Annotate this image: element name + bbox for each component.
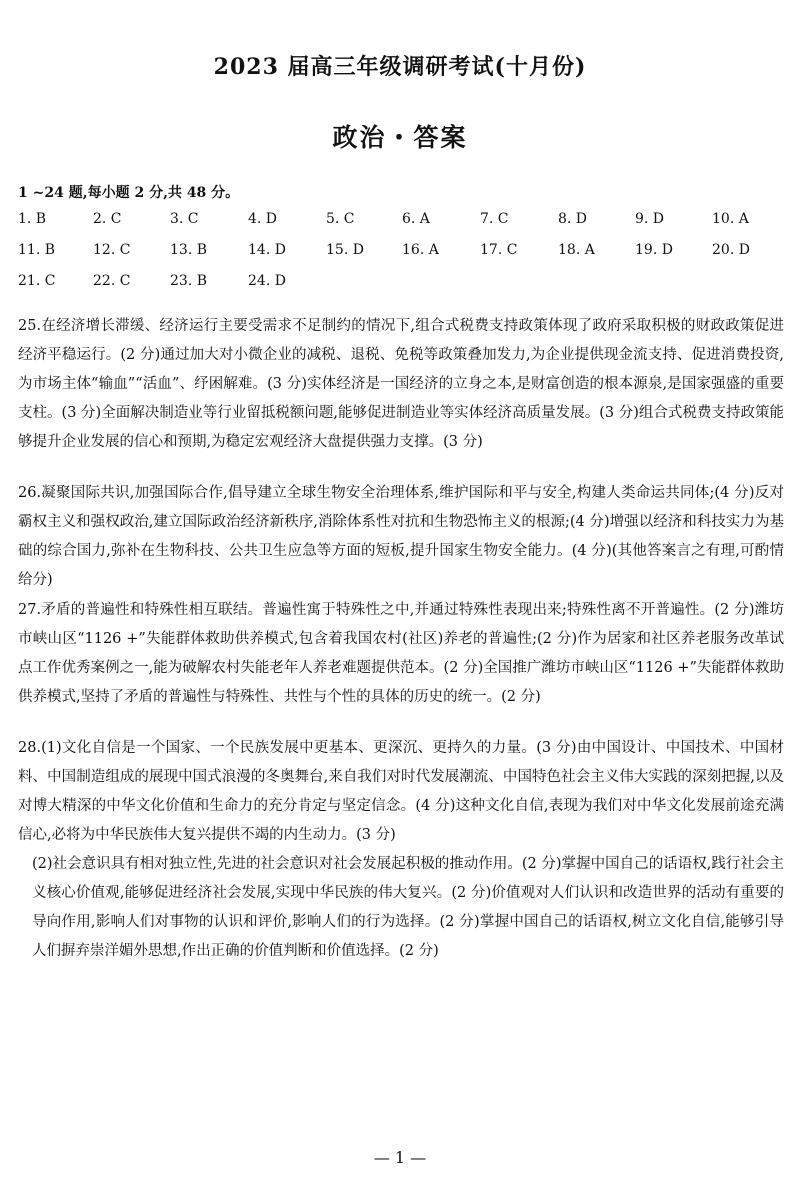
question-answer-part-2: (2)社会意识具有相对独立性,先进的社会意识对社会发展起积极的推动作用。(2 分)掌握中国自己的话语权,践行社会主义核心价值观,能够促进经济社会发展,实现中华民族的伟大复兴。(2 分)价值观对人们认识和改造世界的活动有重要的导向作用,影响人们对事物的认识和评价,影响人们的行为选择。(2 分)掌握中国自己的话语权,树立文化自信,能够引导人们摒弃崇洋媚外思想,作出正确的价值判断和价值选择。(2 分) bbox=[32, 856, 784, 959]
question-paragraph bbox=[18, 734, 784, 850]
answer-cell: 21. C bbox=[18, 273, 56, 289]
answer-cell: 16. A bbox=[402, 242, 439, 258]
question-26 bbox=[18, 479, 784, 595]
question-number: 27. bbox=[18, 602, 42, 618]
question-28 bbox=[18, 734, 784, 966]
answer-cell: 24. D bbox=[248, 273, 286, 289]
question-answer-text: 凝聚国际共识,加强国际合作,倡导建立全球生物安全治理体系,维护国际和平与安全,构建人类命运共同体;(4 分)反对霸权主义和强权政治,建立国际政治经济新秩序,消除体系性对抗和生物恐怖主义的根源;(4 分)增强以经济和科技实力为基础的综合国力,弥补在生物科技、公共卫生应急等方面的短板,提升国家生物安全能力。(4 分)(其他答案言之有理,可酌情给分) bbox=[18, 485, 784, 588]
page-title: 2023 届高三年级调研考试(十月份) bbox=[213, 54, 587, 80]
answer-cell: 13. B bbox=[170, 242, 208, 258]
page-number: — 1 — bbox=[373, 1148, 427, 1167]
question-answer-text: 矛盾的普遍性和特殊性相互联结。普遍性寓于特殊性之中,并通过特殊性表现出来;特殊性离不开普遍性。(2 分)潍坊市峡山区“1126 +”失能群体救助供养模式,包含着我国农村(社区)养老的普遍性;(2 分)作为居家和社区养老服务改革试点工作优秀案例之一,能为破解农村失能老年人养老难题提供范本。(2 分)全国推广潍坊市峡山区“1126 +”失能群体救助供养模式,坚持了矛盾的普遍性与特殊性、共性与个性的具体的历史的统一。(2 分) bbox=[18, 602, 784, 705]
question-number: 26. bbox=[18, 485, 42, 501]
answer-cell: 1. B bbox=[18, 211, 47, 227]
answer-cell: 5. C bbox=[326, 211, 355, 227]
answer-cell: 14. D bbox=[248, 242, 286, 258]
answer-row bbox=[18, 235, 778, 266]
answer-cell: 8. D bbox=[558, 211, 588, 227]
question-number: 28. bbox=[18, 740, 42, 756]
page-subtitle: 政治・答案 bbox=[332, 123, 468, 152]
question-answer-text: 在经济增长滞缓、经济运行主要受需求不足制约的情况下,组合式税费支持政策体现了政府采取积极的财政政策促进经济平稳运行。(2 分)通过加大对小微企业的减税、退税、免税等政策叠加发力,为企业提供现金流支持、促进消费投资,为市场主体“输血”“活血”、纾困解难。(3 分)实体经济是一国经济的立身之本,是财富创造的根本源泉,是国家强盛的重要支柱。(3 分)全面解决制造业等行业留抵税额问题,能够促进制造业等实体经济高质量发展。(3 分)组合式税费支持政策能够提升企业发展的信心和预期,为稳定宏观经济大盘提供强力支撑。(3 分) bbox=[18, 318, 784, 450]
answer-grid bbox=[18, 204, 778, 297]
answer-cell: 7. C bbox=[480, 211, 509, 227]
question-25 bbox=[18, 312, 784, 457]
answer-cell: 22. C bbox=[93, 273, 131, 289]
answer-cell: 17. C bbox=[480, 242, 518, 258]
answer-cell: 10. A bbox=[712, 211, 749, 227]
answer-row bbox=[18, 204, 778, 235]
question-number: 25. bbox=[18, 318, 42, 334]
answer-cell: 18. A bbox=[558, 242, 595, 258]
question-paragraph bbox=[18, 596, 784, 712]
answer-cell: 4. D bbox=[248, 211, 278, 227]
answer-cell: 9. D bbox=[635, 211, 665, 227]
answer-cell: 2. C bbox=[93, 211, 122, 227]
question-answer-text: (1)文化自信是一个国家、一个民族发展中更基本、更深沉、更持久的力量。(3 分)由中国设计、中国技术、中国材料、中国制造组成的展现中国式浪漫的冬奥舞台,来自我们对时代发展潮流、中国特色社会主义伟大实践的深刻把握,以及对博大精深的中华文化价值和生命力的充分肯定与坚定信念。(4 分)这种文化自信,表现为我们对中华文化发展前途充满信心,必将为中华民族伟大复兴提供不竭的内生动力。(3 分) bbox=[18, 740, 784, 843]
choice-section-intro: 1 ~24 题,每小题 2 分,共 48 分。 bbox=[18, 185, 240, 201]
answer-cell: 3. C bbox=[170, 211, 199, 227]
question-27 bbox=[18, 596, 784, 712]
answer-cell: 11. B bbox=[18, 242, 56, 258]
answer-cell: 23. B bbox=[170, 273, 208, 289]
answer-cell: 6. A bbox=[402, 211, 430, 227]
answer-cell: 15. D bbox=[326, 242, 364, 258]
answer-cell: 20. D bbox=[712, 242, 750, 258]
question-paragraph bbox=[18, 479, 784, 595]
answer-cell: 12. C bbox=[93, 242, 131, 258]
answer-row bbox=[18, 266, 778, 297]
answer-cell: 19. D bbox=[635, 242, 673, 258]
question-paragraph bbox=[18, 312, 784, 457]
